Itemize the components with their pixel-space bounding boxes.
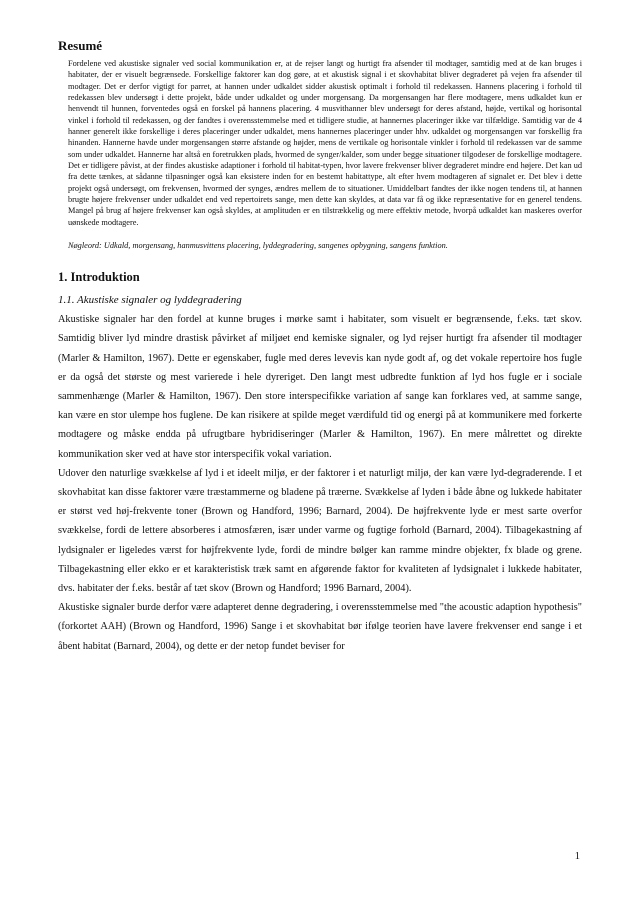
document-page [58,38,582,656]
abstract-text: Fordelene ved akustiske signaler ved social kommunikation er, at de rejser langt og hurtigt fra afsender til modtager, samtidig med at de kan bruges i habitater, der er visuelt begrænsede. Forskellige faktorer kan dog gøre, at et akustisk signal i et skovhabitat bliver degraderet på vejen fra afsender til modtager. Det er derfor vigtigt for parret, at hannen under udkaldet sidder akustisk optimalt i forhold til redekassen. Hannens placering i forhold til redekassen blev undersøgt i dette projekt, både under udkaldet og under morgensang. Da morgensangen har flere modtagere, mens udkaldet kun er henvendt til hunnen, forventedes også en forskel på hannens placering. 4 musvithanner blev undersøgt for deres afstand, højde, vertikal og horisontal vinkel i forhold til redekassen, og der fandtes i overensstemmelse med et tidligere studie, at hannernes placeringer ikke var tilfældige. Samtidig var de 4 hanner generelt ikke forskellige i deres placeringer under udkaldet, mens hannernes placeringer under hhv. udkaldet og morgensangen var forskellig fra hinanden. Hannerne havde under morgensangen større afstande og højder, mens de vertikale og horisontale vinkler i forhold til redekassen var de samme som under udkaldet. Hannerne har altså en foretrukken plads, hvormed de synger/kalder, som under begge situationer tilgodeser de forskellige modtagere. Det er tidligere påvist, at der findes akustiske adaptioner i forhold til habitat-typen, hvor lavere frekvenser bliver degraderet mindre end højere. Det kan ud fra dette tænkes, at sådanne tilpasninger også kan eksistere inden for en bestemt habitattype, alt efter hvem modtageren af signalet er. Det blev i dette projekt også undersøgt, om frekvensen, hvormed der synges, ændres mellem de to situationer. Umiddelbart fandtes der ikke nogen tendens til, at hannen brugte højere frekvenser under udkaldet end ved repertoirets sange, men dette kan skyldes, at data var få og ikke repræsentative for en generel tendens. Mangel på brug af højere frekvenser kan også skyldes, at amplituden er en tilstrækkelig og mere effektiv metode, hvorpå udkaldet kan maskeres overfor uønskede modtagere. [68,59,582,227]
resume-heading: Resumé [58,38,103,53]
body-text [58,310,582,656]
paragraph-1: Akustiske signaler har den fordel at kunne bruges i mørke samt i habitater, som visuelt er begrænsende, f.eks. tæt skov. Samtidig bliver lyd mindre drastisk påvirket af miljøet end kemiske signaler, og lyd rejser hurtigt fra afsender til modtager (Marler & Hamilton, 1967). Dette er egenskaber, fugle med deres levevis kan nyde godt af, og det vokale repertoire hos fugle er da også det største og mest varierede i hele dyreriget. Den langt mest udbredte funktion af lyd hos fugle er i sociale sammenhænge (Marler & Hamilton, 1967). Den store interspecifikke variation af sange kan forklares ved, at samme sange, kan være en stor ulempe hos fuglene. De kan risikere at spilde meget værdifuld tid og energi på at kommunikere med forkerte modtagere og måske endda på ufrugtbare hybridiseringer (Marler & Hamilton, 1967). En mere målrettet og direkte kommunikation sker ved at have stor interspecifik vokal variation. [58,314,582,460]
subsection-heading: 1.1. Akustiske signaler og lyddegradering [58,294,242,307]
page-number: 1 [574,851,580,862]
paragraph-3: Akustiske signaler burde derfor være adapteret denne degradering, i overensstemmelse med "the acoustic adaption hypothesis" (forkortet AAH) (Brown og Handford, 1996) Sange i et skovhabitat bør ifølge teorien have lavere frekvenser end sange i et åbent habitat (Barnard, 2004), og dette er der netop fundet beviser for [58,602,582,652]
paragraph-2: Udover den naturlige svækkelse af lyd i et ideelt miljø, er der faktorer i et naturligt miljø, der kan være lyd-degraderende. I et skovhabitat kan disse faktorer være træstammerne og bladene på træerne. Svækkelse af lyden i både åbne og lukkede habitater er størst ved høj-frekvente toner (Brown og Handford, 1996; Barnard, 2004). De højfrekvente lyde er mest sarte overfor svækkelse, fordi de lettere absorberes i atmosfæren, især under varme og fugtige forhold (Barnard, 2004). Tilbagekastning af lydsignaler er ligeledes værst for højfrekvente lyde, fordi de mindre bølger kan ramme mindre objekter, fx blade og grene. Tilbagekastning eller ekko er et karakteristisk træk samt en afgørende faktor for kvaliteten af lydsignalet i lukkede habitater, dvs. habitater der f.eks. består af tæt skov (Brown og Handford; 1996 Barnard, 2004). [58,467,582,594]
section-heading-introduktion: 1. Introduktion [58,270,140,285]
keywords: Nøgleord: Udkald, morgensang, hanmusvittens placering, lyddegradering, sangenes opbygning, sangens funktion. [68,241,448,251]
abstract [68,58,582,228]
